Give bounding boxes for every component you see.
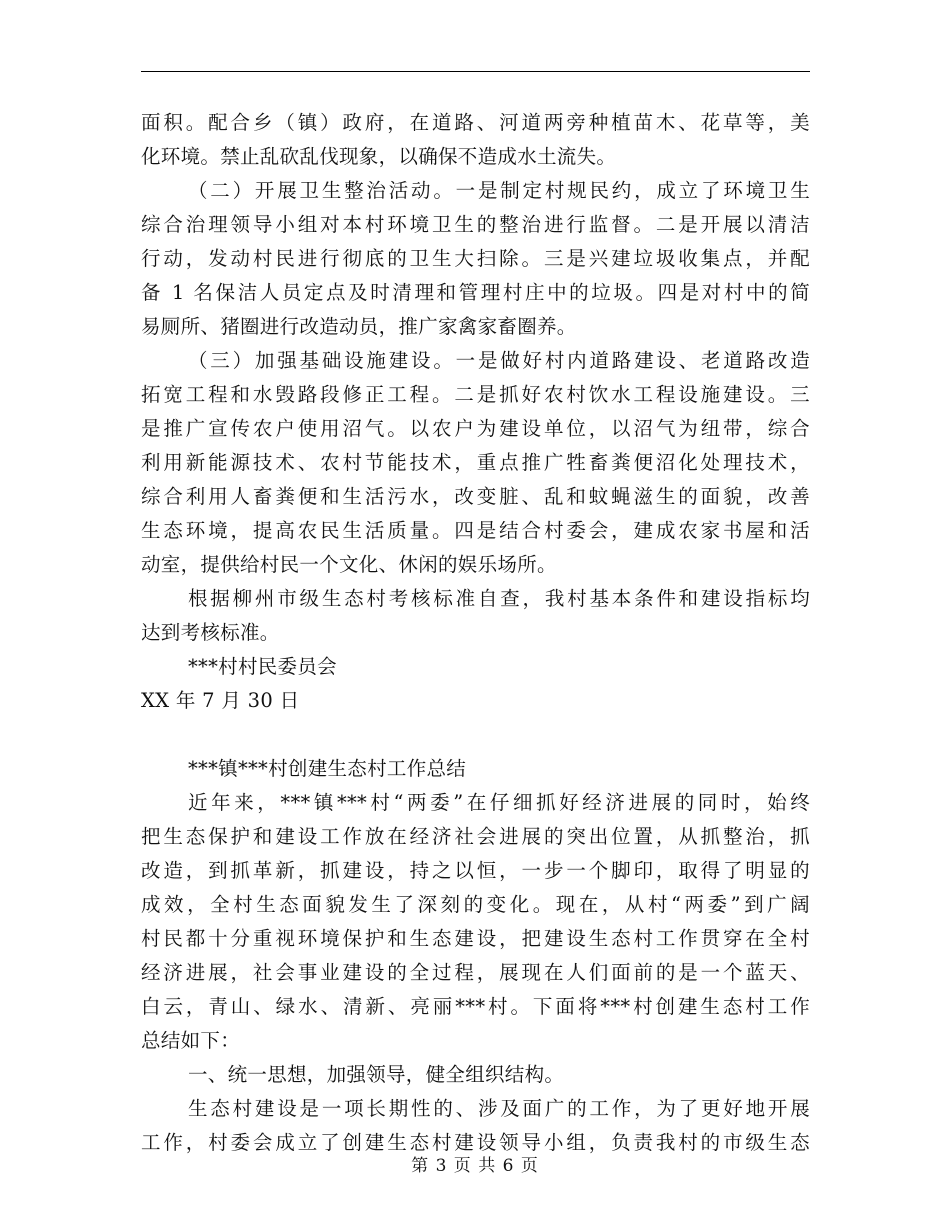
page-number: 第 3 页 共 6 页 [411,1156,539,1176]
paragraph-line: 白云，青山、绿水、清新、亮丽***村。下面将***村创建生态村工作 [141,995,810,1018]
paragraph-line: 总结如下： [141,1029,241,1052]
paragraph-line: 达到考核标准。 [141,621,280,644]
paragraph-line: 生态环境，提高农民生活质量。四是结合村委会，建成农家书屋和活 [141,519,810,542]
paragraph-line: 行动，发动村民进行彻底的卫生大扫除。三是兴建垃圾收集点，并配 [141,247,810,270]
paragraph-line: 是推广宣传农户使用沼气。以农户为建设单位，以沼气为纽带，综合 [141,417,810,440]
paragraph-line: 经济进展，社会事业建设的全过程，展现在人们面前的是一个蓝天、 [141,961,810,984]
paragraph-line: 备 1 名保洁人员定点及时清理和管理村庄中的垃圾。四是对村中的简 [141,281,810,304]
header-rule [141,71,810,72]
paragraph-line: 近年来，***镇***村“两委”在仔细抓好经济进展的同时，始终 [188,791,810,814]
document-title: ***镇***村创建生态村工作总结 [188,757,467,780]
paragraph-line: 村民都十分重视环境保护和生态建设，把建设生态村工作贯穿在全村 [141,927,810,950]
paragraph-line: 动室，提供给村民一个文化、休闲的娱乐场所。 [141,553,557,576]
paragraph-line: 生态村建设是一项长期性的、涉及面广的工作，为了更好地开展 [188,1097,810,1120]
paragraph-line: 根据柳州市级生态村考核标准自查，我村基本条件和建设指标均 [188,587,810,610]
paragraph-line: 利用新能源技术、农村节能技术，重点推广牲畜粪便沼化处理技术， [141,451,810,474]
section-heading-line: （三）加强基础设施建设。一是做好村内道路建设、老道路改造 [188,349,810,372]
paragraph-line: 成效，全村生态面貌发生了深刻的变化。现在，从村“两委”到广阔 [141,893,810,916]
paragraph-line: 综合治理领导小组对本村环境卫生的整治进行监督。二是开展以清洁 [141,213,810,236]
paragraph-line: 把生态保护和建设工作放在经济社会进展的突出位置，从抓整治，抓 [141,825,810,848]
date-line: XX 年 7 月 30 日 [141,689,300,712]
paragraph-line: 工作，村委会成立了创建生态村建设领导小组，负责我村的市级生态 [141,1131,810,1154]
paragraph-line: 拓宽工程和水毁路段修正工程。二是抓好农村饮水工程设施建设。三 [141,383,810,406]
paragraph-line: 面积。配合乡（镇）政府，在道路、河道两旁种植苗木、花草等，美 [141,111,810,134]
paragraph-line: 改造，到抓革新，抓建设，持之以恒，一步一个脚印，取得了明显的 [141,859,810,882]
paragraph-line: 易厕所、猪圈进行改造动员，推广家禽家畜圈养。 [141,315,577,338]
paragraph-line: 综合利用人畜粪便和生活污水，改变脏、乱和蚊蝇滋生的面貌，改善 [141,485,810,508]
section-heading-line: （二）开展卫生整治活动。一是制定村规民约，成立了环境卫生 [188,179,810,202]
paragraph-line: 化环境。禁止乱砍乱伐现象，以确保不造成水土流失。 [141,145,617,168]
section-heading-line: 一、统一思想，加强领导，健全组织结构。 [188,1063,565,1086]
signature-line: ***村村民委员会 [188,655,337,678]
